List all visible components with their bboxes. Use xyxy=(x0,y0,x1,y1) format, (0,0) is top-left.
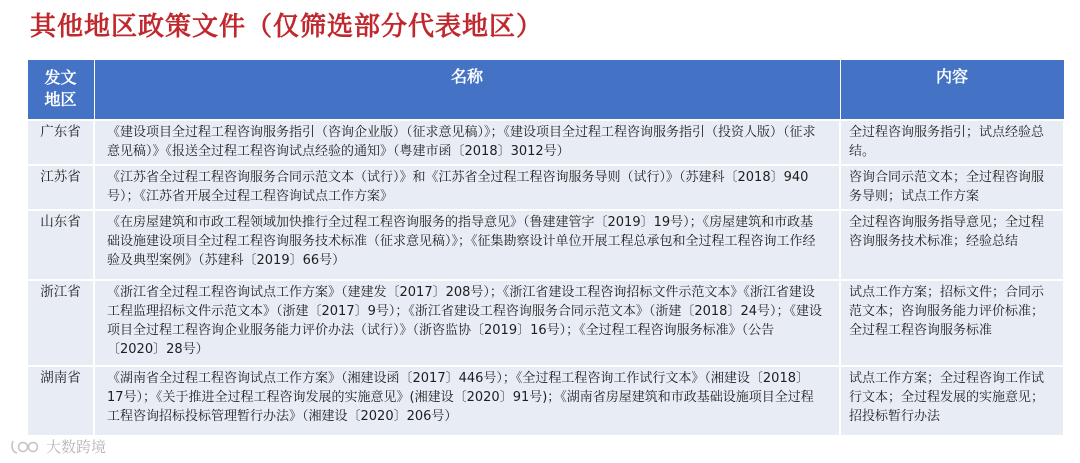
region-cell: 山东省 xyxy=(27,210,94,280)
name-cell: 《在房屋建筑和市政工程领域加快推行全过程工程咨询服务的指导意见》（鲁建建管字〔2019〕19号）；《房屋建筑和市政基础设施建设项目全过程工程咨询服务技术标准（征求意见稿）》；《征集勘察设计单位开展工程总承包和全过程工程咨询工作经验及典型案例》（苏建科〔2019〕66号） xyxy=(94,210,840,280)
table-row xyxy=(27,280,1064,366)
region-cell: 广东省 xyxy=(27,120,94,165)
region-cell: 湖南省 xyxy=(27,366,94,436)
logo-icon xyxy=(10,438,40,456)
content-cell: 试点工作方案；全过程咨询工作试行文本；全过程发展的实施意见；招投标暂行办法 xyxy=(840,366,1064,436)
content-cell: 咨询合同示范文本；全过程咨询服务导则；试点工作方案 xyxy=(840,165,1064,210)
region-cell: 江苏省 xyxy=(27,165,94,210)
content-cell: 全过程咨询服务指引；试点经验总结。 xyxy=(840,120,1064,165)
name-cell: 《浙江省全过程工程咨询试点工作方案》（建建发〔2017〕208号）；《浙江省建设工程咨询招标文件示范文本》《浙江省建设工程监理招标文件示范文本》（浙建〔2017〕9号）；《浙江省建设工程咨询服务合同示范文本》（浙建〔2018〕24号）；《建设项目全过程工程咨询企业服务能力评价办法（试行）》（浙咨监协〔2019〕16号）；《全过程工程咨询服务标准》（公告〔2020〕28号） xyxy=(94,280,840,366)
watermark xyxy=(10,436,106,457)
policy-table xyxy=(26,59,1065,437)
watermark-text: 大数跨境 xyxy=(46,438,107,456)
content-cell: 全过程咨询服务指导意见；全过程咨询服务技术标准；经验总结 xyxy=(840,210,1064,280)
header-region xyxy=(27,60,94,120)
header-content: 内容 xyxy=(840,60,1064,120)
content-cell: 试点工作方案；招标文件；合同示范文本；咨询服务能力评价标准；全过程工程咨询服务标准 xyxy=(840,280,1064,366)
table-row xyxy=(27,165,1064,210)
table-row xyxy=(27,120,1064,165)
name-cell: 《江苏省全过程工程咨询服务合同示范文本（试行）》和《江苏省全过程工程咨询服务导则（试行）》（苏建科〔2018〕940号）；《江苏省开展全过程工程咨询试点工作方案》 xyxy=(94,165,840,210)
page-title: 其他地区政策文件（仅筛选部分代表地区） xyxy=(30,12,544,42)
name-cell: 《湖南省全过程工程咨询试点工作方案》（湘建设函〔2017〕446号）；《全过程工程咨询工作试行文本》（湘建设〔2018〕17号）；《关于推进全过程工程咨询发展的实施意见》(湘建设〔2020〕91号)；《湖南省房屋建筑和市政基础设施项目全过程工程咨询招标投标管理暂行办法》（湘建设〔2020〕206号） xyxy=(94,366,840,436)
name-cell: 《建设项目全过程工程咨询服务指引（咨询企业版）（征求意见稿）》；《建设项目全过程工程咨询服务指引（投资人版）（征求意见稿）》《报送全过程工程咨询试点经验的通知》（粤建市函〔2018〕3012号） xyxy=(94,120,840,165)
table-row xyxy=(27,366,1064,436)
header-region-label: 发文 地区 xyxy=(44,68,77,110)
region-cell: 浙江省 xyxy=(27,280,94,366)
table-row xyxy=(27,210,1064,280)
table-header-row xyxy=(27,60,1064,120)
header-name: 名称 xyxy=(94,60,840,120)
